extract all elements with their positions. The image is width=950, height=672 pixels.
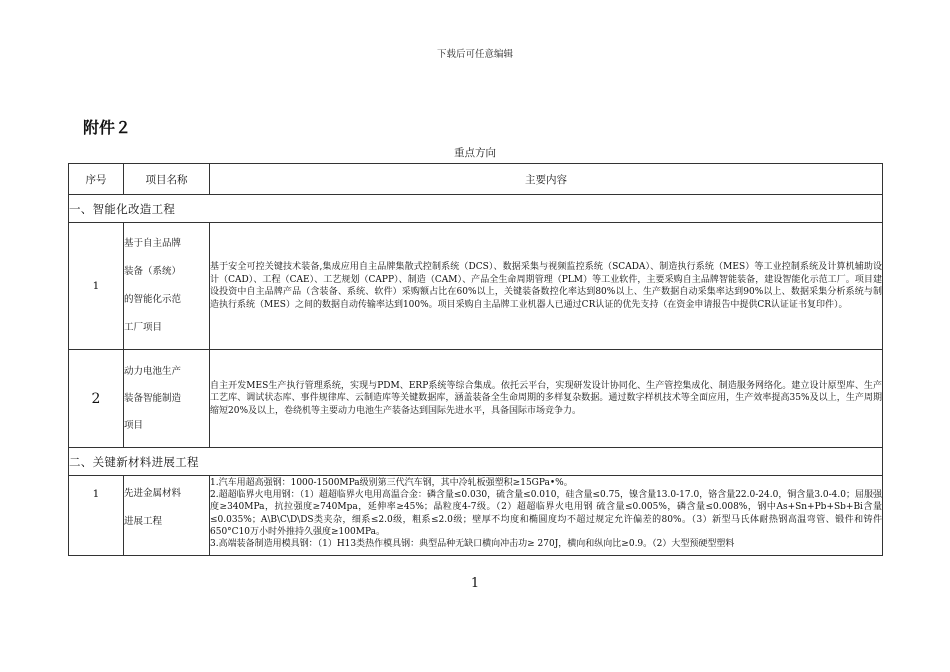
content-line: 1.汽车用超高强钢：1000-1500MPa级别第三代汽车钢，其中冷轧板强塑积≥15GPa•%。	[210, 478, 573, 488]
project-name-line: 装备（系统）	[124, 266, 182, 277]
attachment-title: 附件２	[83, 118, 132, 137]
table-header-row	[69, 164, 883, 195]
section-title: 一、智能化改造工程	[69, 195, 883, 223]
column-header-main-content: 主要内容	[210, 164, 883, 195]
project-name-line: 工厂项目	[124, 322, 163, 333]
key-directions-table	[68, 163, 883, 556]
column-header-project-name: 项目名称	[124, 164, 210, 195]
table-row	[69, 350, 883, 448]
project-name-line: 动力电池生产	[124, 366, 182, 377]
main-content-cell: 自主开发MES生产执行管理系统，实现与PDM、ERP系统等综合集成。依托云平台，实现研发设计协同化、生产管控集成化、制造服务网络化。建立设计原型库、生产工艺库、调试状态库、事件规律库、云制造库等关键数据库，涵盖装备全生命周期的多样复杂数据。通过数字样机技术等全面应用，生产效率提高35%及以上，生产周期缩短20%及以上，卷绕机等主要动力电池生产装备达到国际先进水平，具备国际市场竞争力。	[210, 350, 883, 448]
project-name-cell	[124, 350, 210, 448]
row-index: 1	[69, 476, 124, 556]
main-content-cell: 基于安全可控关键技术装备,集成应用自主品牌集散式控制系统（DCS）、数据采集与视频监控系统（SCADA）、制造执行系统（MES）等工业控制系统及计算机辅助设计（CAD）、工程（CAE）、工艺规划（CAPP）、制造（CAM）、产品全生命周期管理（PLM）等工业软件，主要采购自主品牌智能装备，建设智能化示范工厂。项目建设投资中自主品牌产品（含装备、系统、软件）采购额占比在60%以上，关键装备数控化率达到80%以上、生产数据自动采集率达到90%以上、数据采集分析系统与制造执行系统（MES）之间的数据自动传输率达到100%。项目采购自主品牌工业机器人已通过CR认证的优先支持（在资金申请报告中提供CR认证证书复印件）。	[210, 223, 883, 350]
content-line: 2.超超临界火电用钢：（1）超超临界火电用高温合金：磷含量≤0.030，硫含量≤0.010，硅含量≤0.75，镍含量13.0-17.0，铬含量22.0-24.0，铜含量3.0-4.0；屈服强度≥340MPa，抗拉强度≥740Mpa，延伸率≥45%；晶粒度4-7级。（2）超超临界火电用钢 硫含量≤0.005%，磷含量≤0.008%，钢中As+Sn+Pb+Sb+Bi含量≤0.035%；A\B\C\D\DS类夹杂，细系≤2.0级，粗系≤2.0级；壁厚不均度和椭圆度均不超过规定允许偏差的80%。（3）新型马氏体耐热钢高温弯管、锻件和铸件650°C10万小时外推持久强度≥100MPa。	[210, 490, 882, 537]
column-header-index: 序号	[69, 164, 124, 195]
content-line: 3.高端装备制造用模具钢：（1）H13类热作模具钢：典型品种无缺口横向冲击功≥ 270J，横向和纵向比≥0.9。（2）大型预硬型塑料	[210, 539, 735, 550]
main-content-cell	[210, 476, 883, 556]
project-name-line: 先进金属材料	[124, 488, 182, 499]
project-name-line: 进展工程	[124, 516, 163, 527]
row-index: 2	[69, 350, 124, 448]
section-row	[69, 195, 883, 223]
project-name-line: 的智能化示范	[124, 294, 182, 305]
table-row	[69, 223, 883, 350]
project-name-line: 装备智能制造	[124, 393, 182, 404]
project-name-cell	[124, 476, 210, 556]
section-row	[69, 448, 883, 476]
project-name-line: 项目	[124, 420, 144, 431]
page-number: 1	[470, 576, 480, 591]
header-note: 下载后可任意编辑	[436, 49, 513, 60]
row-index: 1	[69, 223, 124, 350]
project-name-line: 基于自主品牌	[124, 238, 182, 249]
section-title: 二、关键新材料进展工程	[69, 448, 883, 476]
project-name-cell	[124, 223, 210, 350]
table-caption: 重点方向	[454, 147, 496, 159]
table-row	[69, 476, 883, 556]
